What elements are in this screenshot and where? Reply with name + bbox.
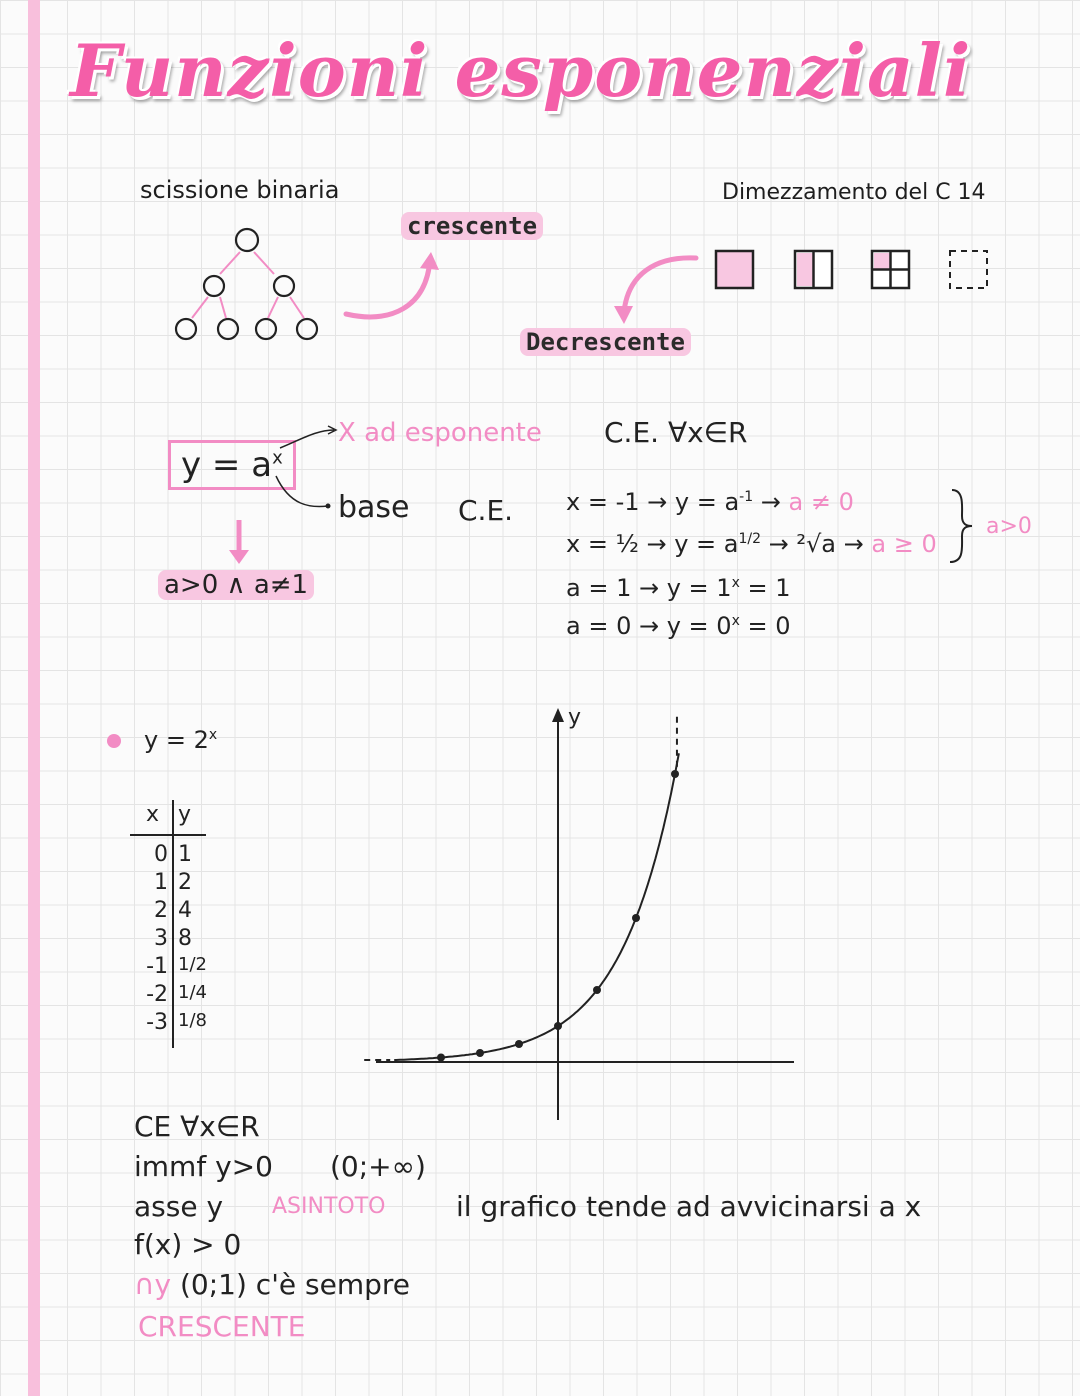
data-point: [632, 914, 640, 922]
table-cell-y: 1/2: [178, 954, 207, 975]
case4-tail: = 0: [739, 612, 791, 640]
table-cell-x: -2: [146, 982, 168, 1007]
property-asymptote-note: il grafico tende ad avvicinarsi a x: [456, 1190, 922, 1223]
case3-sup: x: [731, 575, 740, 591]
increasing-badge: crescente: [401, 212, 543, 240]
case2-arrow: → ²√a →: [768, 530, 864, 558]
binary-fission-diagram: [170, 222, 330, 342]
table-cell-x: 1: [154, 870, 168, 895]
property-monotonic: CRESCENTE: [138, 1310, 306, 1343]
case4-sup: x: [731, 613, 740, 629]
formula-annotation-arrows: [260, 420, 340, 510]
table-header-x: x: [146, 802, 160, 827]
bullet-point: [107, 734, 121, 748]
case2-result: a ≥ 0: [871, 530, 937, 558]
y-axis-arrowhead: [552, 708, 564, 722]
property-interval: (0;+∞): [330, 1150, 426, 1183]
property-intersection: [134, 1268, 410, 1301]
case1-sup: -1: [739, 489, 754, 505]
case-row-2: [566, 530, 937, 558]
property-domain: CE ∀x∈R: [134, 1110, 260, 1143]
table-cell-y: 8: [178, 926, 192, 951]
table-header-y: y: [178, 802, 192, 827]
property-asymptote: ASINTOTO: [272, 1194, 386, 1219]
condition-arrow: [225, 518, 255, 568]
table-cell-y: 1/4: [178, 982, 207, 1003]
intersection-text: (0;1) c'è sempre: [179, 1268, 410, 1301]
case1-left: x = -1 → y = a: [566, 488, 740, 516]
domain-ce: C.E. ∀x∈R: [604, 416, 748, 449]
case-row-1: [566, 488, 854, 516]
example-function-text: y = 2: [144, 726, 209, 754]
notebook-margin-line: [28, 0, 40, 1396]
increasing-arrow: [340, 248, 450, 328]
formula-text: y = a: [181, 445, 273, 485]
carbon14-halving-label: Dimezzamento del C 14: [722, 180, 986, 205]
table-cell-x: 2: [154, 898, 168, 923]
data-point: [476, 1049, 484, 1057]
intersection-prefix: ∩y: [134, 1268, 172, 1301]
case2-sup: 1/2: [738, 531, 762, 547]
y-axis-label: y: [568, 705, 582, 730]
exponent-note: X ad esponente: [338, 418, 542, 448]
base-note: base: [338, 490, 410, 525]
example-function-exp: x: [208, 727, 218, 743]
case1-arrow: →: [760, 488, 781, 516]
table-cell-y: 1: [178, 842, 192, 867]
data-point: [554, 1022, 562, 1030]
case4-left: a = 0 → y = 0: [566, 612, 732, 640]
table-cell-y: 2: [178, 870, 192, 895]
decreasing-arrow: [606, 250, 706, 330]
data-point: [593, 986, 601, 994]
case-row-3: [566, 574, 791, 602]
binary-fission-label: scissione binaria: [140, 176, 340, 204]
case1-result: a ≠ 0: [788, 488, 854, 516]
data-point: [671, 770, 679, 778]
table-cell-y: 4: [178, 898, 192, 923]
curly-brace: [946, 486, 976, 566]
property-positive: f(x) > 0: [134, 1228, 242, 1261]
formula-exponent: x: [272, 447, 283, 469]
example-function: [144, 726, 217, 754]
halving-squares: [710, 246, 1000, 296]
value-table: [130, 800, 208, 1048]
exponential-curve: [394, 753, 679, 1060]
case3-left: a = 1 → y = 1: [566, 574, 732, 602]
data-point: [437, 1054, 445, 1062]
table-cell-y: 1/8: [178, 1010, 207, 1031]
decreasing-badge: Decrescente: [520, 328, 691, 356]
page-title: Funzioni esponenziali: [70, 28, 972, 113]
property-asymptote-label: asse y: [134, 1190, 224, 1223]
case-row-4: [566, 612, 791, 640]
table-cell-x: -1: [146, 954, 168, 979]
ce-label: C.E.: [458, 494, 514, 527]
table-cell-x: 3: [154, 926, 168, 951]
table-cell-x: 0: [154, 842, 168, 867]
case3-tail: = 1: [739, 574, 791, 602]
brace-result: a>0: [986, 514, 1032, 539]
exponential-graph: [370, 700, 810, 1160]
case2-left: x = ½ → y = a: [566, 530, 739, 558]
table-cell-x: -3: [146, 1010, 168, 1035]
data-point: [515, 1040, 523, 1048]
property-image: immf y>0: [134, 1150, 273, 1183]
base-condition: a>0 ∧ a≠1: [158, 570, 314, 600]
